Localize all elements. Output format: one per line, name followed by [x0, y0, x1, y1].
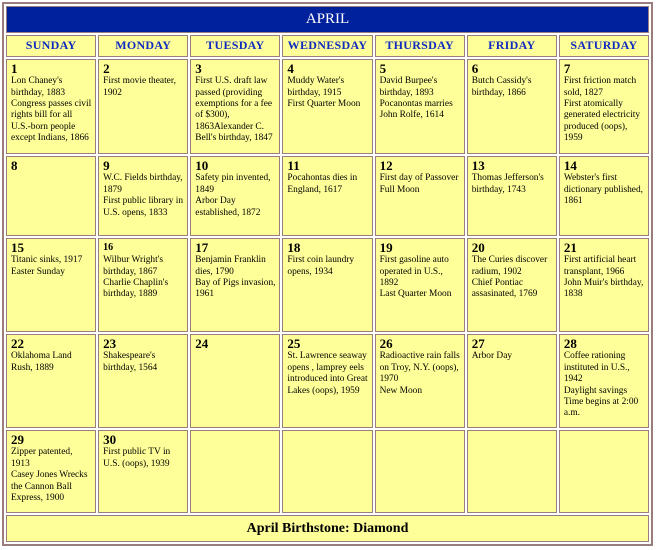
- day-cell: [559, 430, 649, 513]
- event-text: David Burpee's birthday, 1893: [379, 76, 438, 98]
- day-number: 23: [103, 336, 117, 352]
- day-number: 4: [287, 61, 294, 77]
- weekday-wednesday: WEDNESDAY: [282, 35, 372, 58]
- day-number: 2: [103, 61, 110, 77]
- day-cell: [98, 238, 188, 332]
- event-text: Pocanontas marries John Rolfe, 1614: [379, 98, 453, 121]
- week-row-3: [6, 238, 649, 332]
- day-cell: [375, 430, 465, 513]
- day-number: 15: [11, 240, 24, 256]
- event-text: Wilbur Wright's birthday, 1867: [103, 255, 164, 277]
- day-number: 10: [195, 158, 209, 174]
- day-cell: [559, 59, 649, 154]
- day-cell: [98, 59, 188, 154]
- day-cell: [375, 334, 465, 428]
- day-number: 17: [195, 240, 209, 256]
- weekday-friday: FRIDAY: [467, 35, 557, 58]
- day-number: 22: [11, 336, 24, 352]
- day-number: 11: [287, 158, 300, 174]
- event-text: Oklahoma Land Rush, 1889: [11, 351, 72, 373]
- event-text: Radioactive rain falls on Troy, N.Y. (oops), 1970: [379, 351, 460, 385]
- event-text: Last Quarter Moon: [379, 289, 452, 300]
- event-text: Lon Chaney's birthday, 1883: [11, 76, 66, 98]
- week-row-4: [6, 334, 649, 428]
- calendar-table: [4, 4, 651, 544]
- day-cell: [375, 156, 465, 236]
- day-cell: [282, 238, 372, 332]
- day-cell: [375, 238, 465, 332]
- day-cell: [190, 334, 280, 428]
- event-text: First U.S. draft law passed (providing exemptions for a fee of $300), 1863Alexander C. Bell's birthday, 1847: [195, 76, 273, 144]
- event-text: First gasoline auto operated in U.S., 1892: [379, 255, 449, 288]
- event-text: First coin laundry opens, 1934: [287, 255, 355, 277]
- event-text: Arbor Day: [471, 351, 513, 362]
- birthstone-footer: April Birthstone: Diamond: [6, 515, 649, 542]
- event-text: New Moon: [379, 385, 423, 396]
- week-row-5: [6, 430, 649, 513]
- event-text: First public library in U.S. opens, 1833: [103, 196, 184, 218]
- day-cell: [467, 238, 557, 332]
- weekday-header-row: [6, 35, 649, 58]
- day-cell: [190, 59, 280, 154]
- weekday-sunday: SUNDAY: [6, 35, 96, 58]
- day-number: 19: [379, 240, 393, 256]
- event-text: Arbor Day established, 1872: [195, 196, 261, 218]
- day-cell: [98, 156, 188, 236]
- event-text: Titanic sinks, 1917: [11, 255, 83, 266]
- event-text: W.C. Fields birthday, 1879: [103, 173, 183, 195]
- event-text: Butch Cassidy's birthday, 1866: [471, 76, 532, 98]
- day-number: 16: [103, 242, 114, 254]
- day-cell: [98, 430, 188, 513]
- day-number: 12: [379, 158, 393, 174]
- event-text: First movie theater, 1902: [103, 76, 176, 98]
- day-number: 9: [103, 158, 110, 174]
- event-text: John Muir's birthday, 1838: [563, 277, 644, 300]
- day-number: 27: [471, 336, 485, 352]
- event-text: First day of Passover: [379, 173, 459, 184]
- day-number: 28: [563, 336, 577, 352]
- event-text: Thomas Jefferson's birthday, 1743: [471, 173, 544, 195]
- event-text: First Quarter Moon: [287, 98, 361, 109]
- weekday-tuesday: TUESDAY: [190, 35, 280, 58]
- event-text: First public TV in U.S. (oops), 1939: [103, 447, 171, 469]
- day-cell: [190, 238, 280, 332]
- month-title: APRIL: [6, 6, 649, 33]
- day-cell: [190, 156, 280, 236]
- day-number: 5: [379, 61, 387, 77]
- day-cell: [559, 334, 649, 428]
- day-cell: [6, 430, 96, 513]
- day-number: 29: [11, 432, 24, 448]
- event-text: Chief Pontiac assasinated, 1769: [471, 277, 538, 300]
- day-cell: [467, 334, 557, 428]
- day-cell: [282, 156, 372, 236]
- day-cell: [559, 238, 649, 332]
- april-calendar: [2, 2, 653, 546]
- week-row-2: [6, 156, 649, 236]
- event-text: Shakespeare's birthday, 1564: [103, 351, 158, 373]
- day-cell: [6, 156, 96, 236]
- event-text: Easter Sunday: [11, 266, 65, 277]
- day-number: 20: [471, 240, 485, 256]
- day-number: 3: [195, 61, 202, 77]
- day-cell: [467, 59, 557, 154]
- day-cell: [559, 156, 649, 236]
- event-text: Congress passes civil rights bill for all U.S.-born people except Indians, 1866: [11, 98, 92, 144]
- weekday-thursday: THURSDAY: [375, 35, 465, 58]
- event-text: First friction match sold, 1827: [563, 76, 637, 98]
- weekday-saturday: SATURDAY: [559, 35, 649, 58]
- day-cell: [6, 238, 96, 332]
- day-number: 30: [103, 432, 117, 448]
- day-cell: [375, 59, 465, 154]
- event-text: First artificial heart transplant, 1966: [563, 255, 637, 277]
- day-cell: [282, 334, 372, 428]
- event-text: Daylight savings Time begins at 2:00 a.m.: [563, 385, 639, 419]
- day-number: 7: [563, 61, 571, 77]
- day-number: 25: [287, 336, 301, 352]
- event-text: Webster's first dictionary published, 1861: [563, 173, 643, 207]
- event-text: Coffee rationing instituted in U.S., 1942: [563, 351, 630, 385]
- day-cell: [282, 59, 372, 154]
- event-text: First atomically generated electricity produced (oops), 1959: [563, 98, 641, 144]
- day-cell: [6, 334, 96, 428]
- event-text: Charlie Chaplin's birthday, 1889: [103, 277, 169, 300]
- day-number: 6: [471, 61, 479, 77]
- event-text: The Curies discover radium, 1902: [471, 255, 548, 277]
- event-text: Muddy Water's birthday, 1915: [287, 76, 345, 98]
- event-text: Casey Jones Wrecks the Cannon Ball Express, 1900: [11, 470, 88, 504]
- day-cell: [98, 334, 188, 428]
- event-text: Full Moon: [379, 184, 420, 195]
- day-cell: [467, 430, 557, 513]
- day-number: 24: [195, 336, 209, 352]
- day-number: 13: [471, 158, 485, 174]
- day-cell: [467, 156, 557, 236]
- event-text: Zipper patented, 1913: [11, 447, 73, 469]
- day-cell: [190, 430, 280, 513]
- day-number: 14: [563, 158, 577, 174]
- event-text: Benjamin Franklin dies, 1790: [195, 255, 266, 277]
- event-text: St. Lawrence seaway opens , lamprey eels introduced into Great Lakes (oops), 1959: [287, 351, 368, 396]
- day-cell: [6, 59, 96, 154]
- day-number: 26: [379, 336, 393, 352]
- day-number: 1: [11, 61, 18, 77]
- day-cell: [282, 430, 372, 513]
- event-text: Pocahontas dies in England, 1617: [287, 173, 358, 195]
- week-row-1: [6, 59, 649, 154]
- event-text: Safety pin invented, 1849: [195, 173, 271, 195]
- day-number: 18: [287, 240, 301, 256]
- event-text: Bay of Pigs invasion, 1961: [195, 277, 276, 300]
- day-number: 8: [11, 158, 18, 174]
- weekday-monday: MONDAY: [98, 35, 188, 58]
- day-number: 21: [563, 240, 577, 256]
